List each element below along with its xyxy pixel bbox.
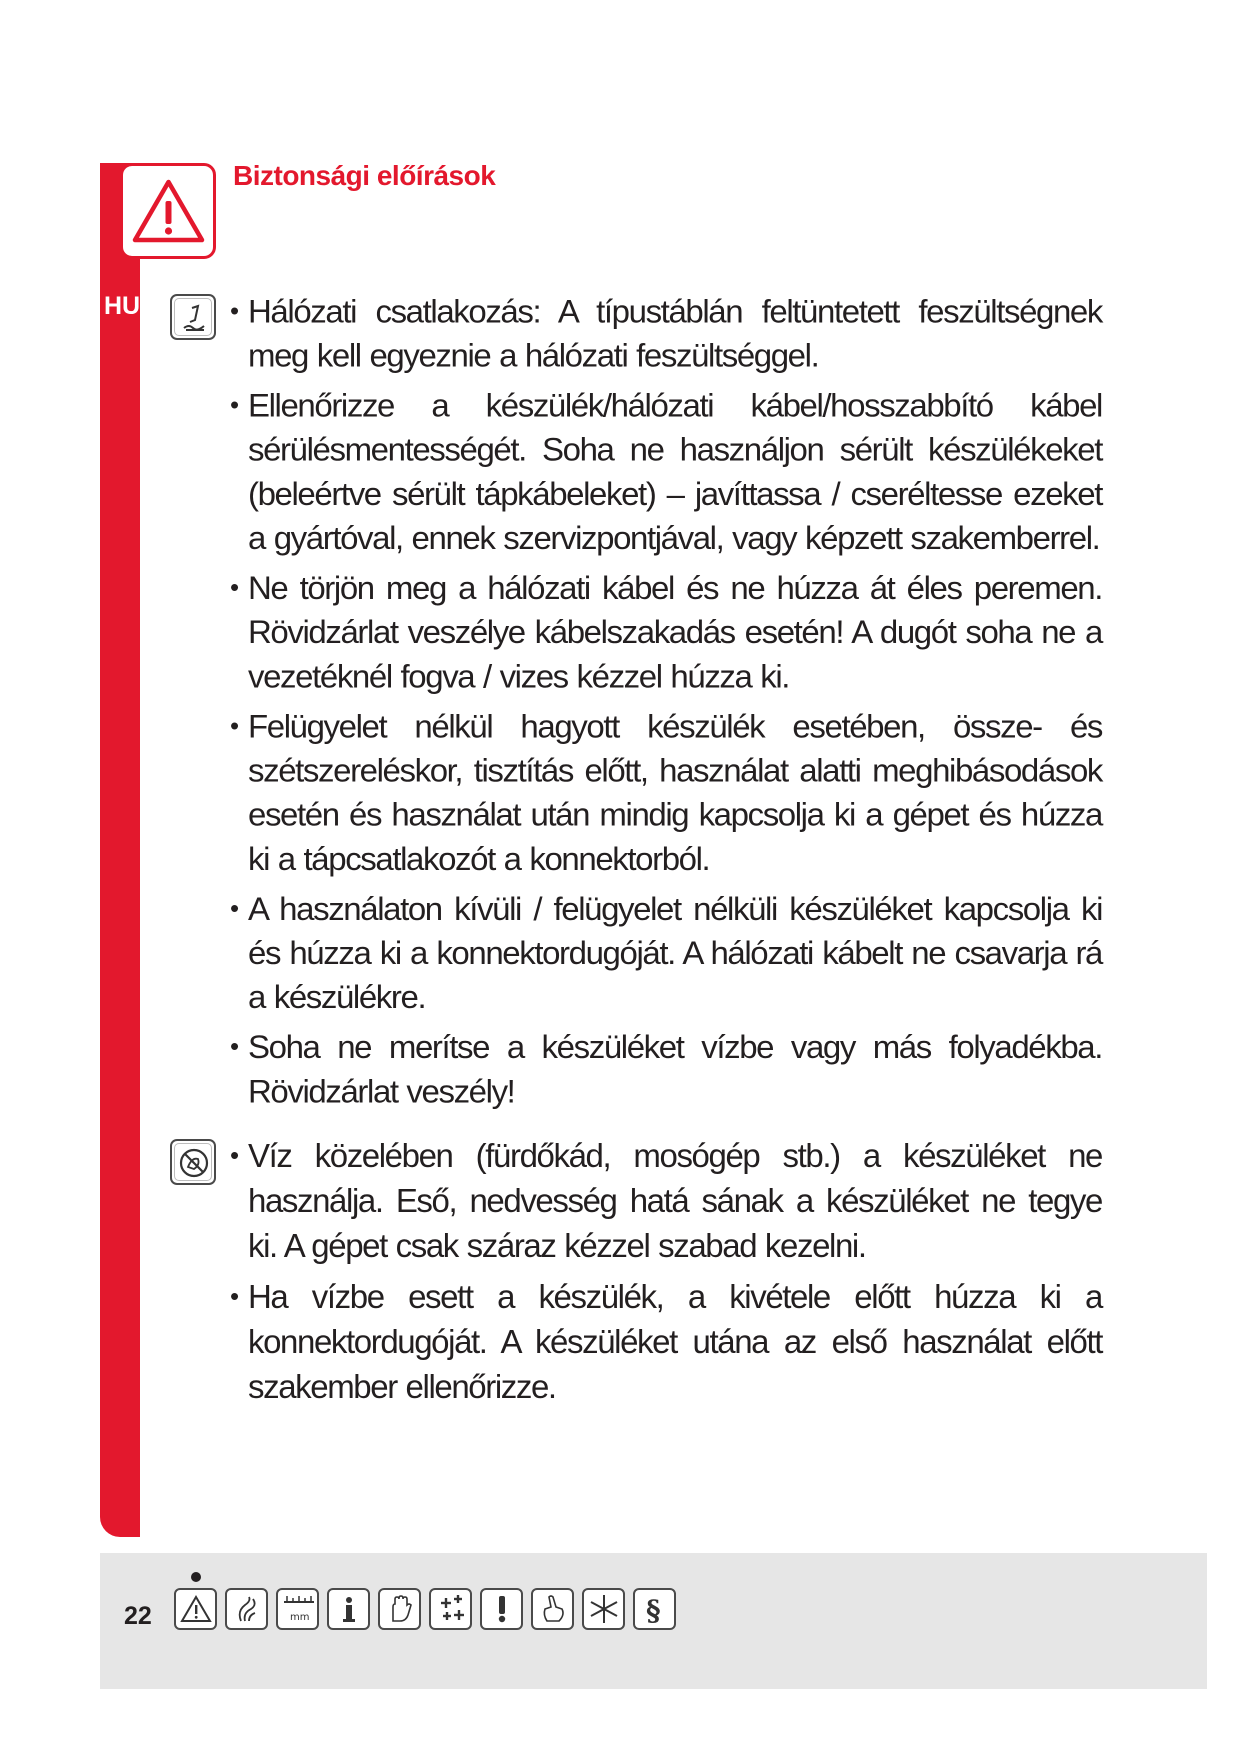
accessories-plus-icon[interactable] [429,1588,472,1630]
legal-paragraph-icon[interactable] [633,1588,676,1630]
page-number: 22 [124,1602,152,1630]
mm-label: mm [290,1612,310,1623]
active-section-indicator [191,1572,201,1582]
measurement-mm-icon[interactable] [276,1588,319,1630]
warning-triangle-icon [120,163,216,259]
info-icon[interactable] [327,1588,370,1630]
electric-plug-icon [170,294,216,340]
no-water-icon [170,1139,216,1185]
list-item: • Ha vízbe esett a készülék, a kivétele előtt húzza ki a konnektordugóját. A készüléket utána az első használat előtt szakember ellenőrizze. [232,1274,1102,1409]
language-tab: HU [104,292,141,320]
sparkle-icon[interactable] [582,1588,625,1630]
safety-list-water [232,1133,1102,1415]
safety-list-electrical [232,289,1102,1119]
list-item: • Hálózati csatlakozás: A típustáblán feltüntetett feszültségnek meg kell egyeznie a hálózati feszültséggel. [232,289,1102,377]
list-item: • Víz közelében (fürdőkád, mosógép stb.) a készüléket ne használja. Eső, nedvesség hatá sának a készüléket ne tegye ki. A gépet csak száraz kézzel szabad kezelni. [232,1133,1102,1268]
warning-icon[interactable] [174,1588,217,1630]
attention-icon[interactable] [480,1588,523,1630]
hand-care-icon[interactable] [378,1588,421,1630]
touch-hand-icon[interactable] [531,1588,574,1630]
list-item: • Ellenőrizze a készülék/hálózati kábel/hosszabbító kábel sérülésmentességét. Soha ne használjon sérült készülékeket (beleértve sérült tápkábeleket) – javíttassa / cseréltesse ezeket a gyártóval, ennek szervizpontjával, vagy képzett szakemberrel. [232,383,1102,560]
section-title: Biztonsági előírások [233,160,496,191]
footer-icon-strip [174,1588,676,1630]
list-item: • Ne törjön meg a hálózati kábel és ne húzza át éles peremen. Rövidzárlat veszélye kábelszakadás esetén! A dugót soha ne a vezetéknél fogva / vizes kézzel húzza ki. [232,566,1102,698]
list-item: • Felügyelet nélkül hagyott készülék esetében, össze- és szétszereléskor, tisztítás előtt, használat alatti meghibásodások esetén és használat után mindig kapcsolja ki a gépet és húzza ki a tápcsatlakozót a konnektorból. [232,704,1102,881]
hair-icon[interactable] [225,1588,268,1630]
side-color-bar [100,163,140,1537]
list-item: • Soha ne merítse a készüléket vízbe vagy más folyadékba. Rövidzárlat veszély! [232,1025,1102,1113]
list-item: • A használaton kívüli / felügyelet nélküli készüléket kapcsolja ki és húzza ki a konnektordugóját. A hálózati kábelt ne csavarja rá a készülékre. [232,886,1102,1018]
svg-text:§: § [646,1594,661,1625]
